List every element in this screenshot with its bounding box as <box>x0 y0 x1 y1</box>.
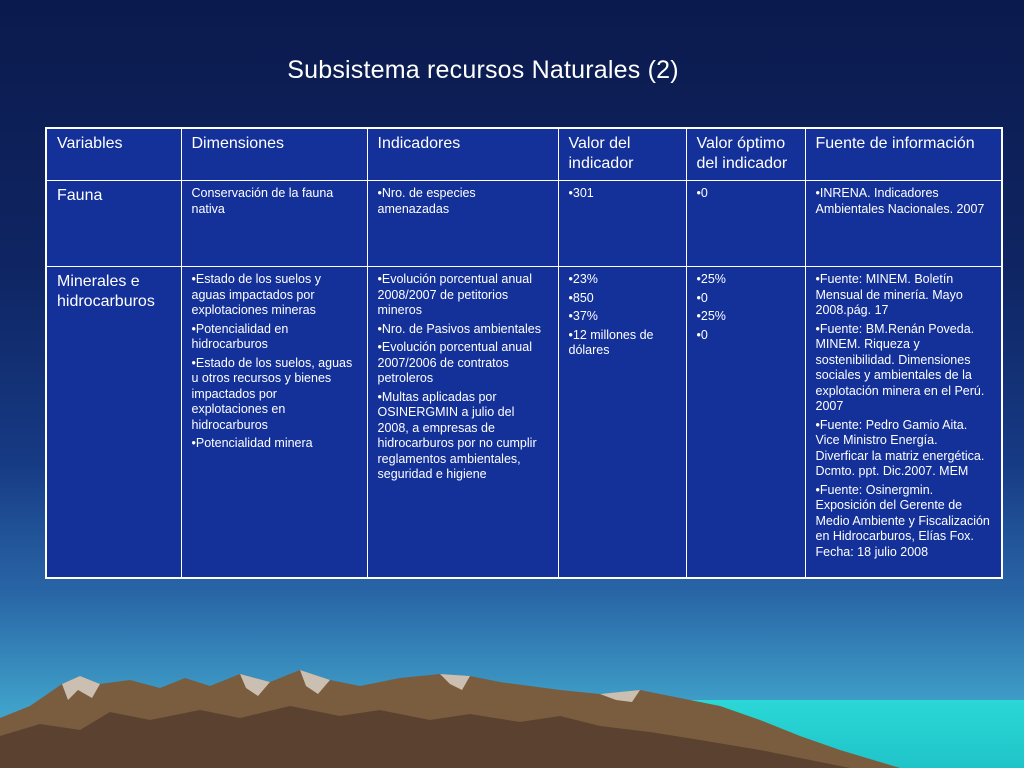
fuente-cell <box>805 267 1002 579</box>
cell-item: •25% <box>696 272 726 286</box>
fuente-cell <box>805 181 1002 267</box>
cell-item: •12 millones de dólares <box>568 327 654 357</box>
cell-item: •Evolución porcentual anual 2007/2006 de contratos petroleros <box>377 340 532 385</box>
dimensiones-cell <box>181 181 367 267</box>
cell-item: •Potencialidad en hidrocarburos <box>191 321 289 351</box>
valor-cell <box>558 267 686 579</box>
cell-item: •Fuente: Pedro Gamio Aita. Vice Ministro Energía. Diverficar la matriz energética. Dcmto. ppt. Dic.2007. MEM <box>815 417 985 478</box>
cell-item: •Estado de los suelos y aguas impactados por explotaciones mineras <box>191 272 321 317</box>
mountain-landscape <box>0 640 1024 768</box>
table-row <box>46 267 1002 579</box>
cell-item: •0 <box>696 290 708 305</box>
cell-item: •850 <box>568 290 594 305</box>
header-fuente: Fuente de información <box>805 128 1002 181</box>
cell-item: •Potencialidad minera <box>191 436 313 450</box>
cell-item: •25% <box>696 309 726 323</box>
cell-item: •Fuente: BM.Renán Poveda. MINEM. Riqueza y sostenibilidad. Dimensiones sociales y ambientales de la explotación minera en el Perú. 2007 <box>815 321 985 413</box>
dimensiones-cell <box>181 267 367 579</box>
cell-item: •23% <box>568 272 598 286</box>
header-valor-indicador: Valor del indicador <box>558 128 686 181</box>
optimo-cell <box>686 181 805 267</box>
table-header-row <box>46 128 1002 181</box>
page-title: Subsistema recursos Naturales (2) <box>287 56 679 84</box>
table-row <box>46 181 1002 267</box>
cell-item: •0 <box>696 186 708 200</box>
cell-item: •301 <box>568 186 594 200</box>
cell-item: •Multas aplicadas por OSINERGMIN a julio del 2008, a empresas de hidrocarburos por no cumplir reglamentos ambientales, seguridad e higiene <box>377 389 537 481</box>
cell-item: •0 <box>696 327 708 342</box>
optimo-cell <box>686 267 805 579</box>
cell-item: •37% <box>568 309 598 323</box>
header-indicadores: Indicadores <box>367 128 558 181</box>
cell-item: •Fuente: Osinergmin. Exposición del Gerente de Medio Ambiente y Fiscalización en Hidrocarburos, Elías Fox. Fecha: 18 julio 2008 <box>815 482 990 559</box>
cell-item: •INRENA. Indicadores Ambientales Nacionales. 2007 <box>815 186 985 216</box>
cell-item: •Estado de los suelos, aguas u otros recursos y bienes impactados por explotaciones en hidrocarburos <box>191 355 353 432</box>
cell-item: •Evolución porcentual anual 2008/2007 de petitorios mineros <box>377 272 532 317</box>
cell-item: •Nro. de especies amenazadas <box>377 186 476 216</box>
natural-resources-table <box>45 127 1003 579</box>
header-valor-optimo: Valor óptimo del indicador <box>686 128 805 181</box>
cell-item: •Fuente: MINEM. Boletín Mensual de minería. Mayo 2008.pág. 17 <box>815 272 963 317</box>
variable-cell: Minerales e hidrocarburos <box>46 267 181 579</box>
indicadores-cell <box>367 267 558 579</box>
indicadores-cell <box>367 181 558 267</box>
header-dimensiones: Dimensiones <box>181 128 367 181</box>
header-variables: Variables <box>46 128 181 181</box>
variable-cell: Fauna <box>46 181 181 267</box>
cell-item: •Nro. de Pasivos ambientales <box>377 321 541 336</box>
valor-cell <box>558 181 686 267</box>
cell-item: Conservación de la fauna nativa <box>191 186 334 216</box>
